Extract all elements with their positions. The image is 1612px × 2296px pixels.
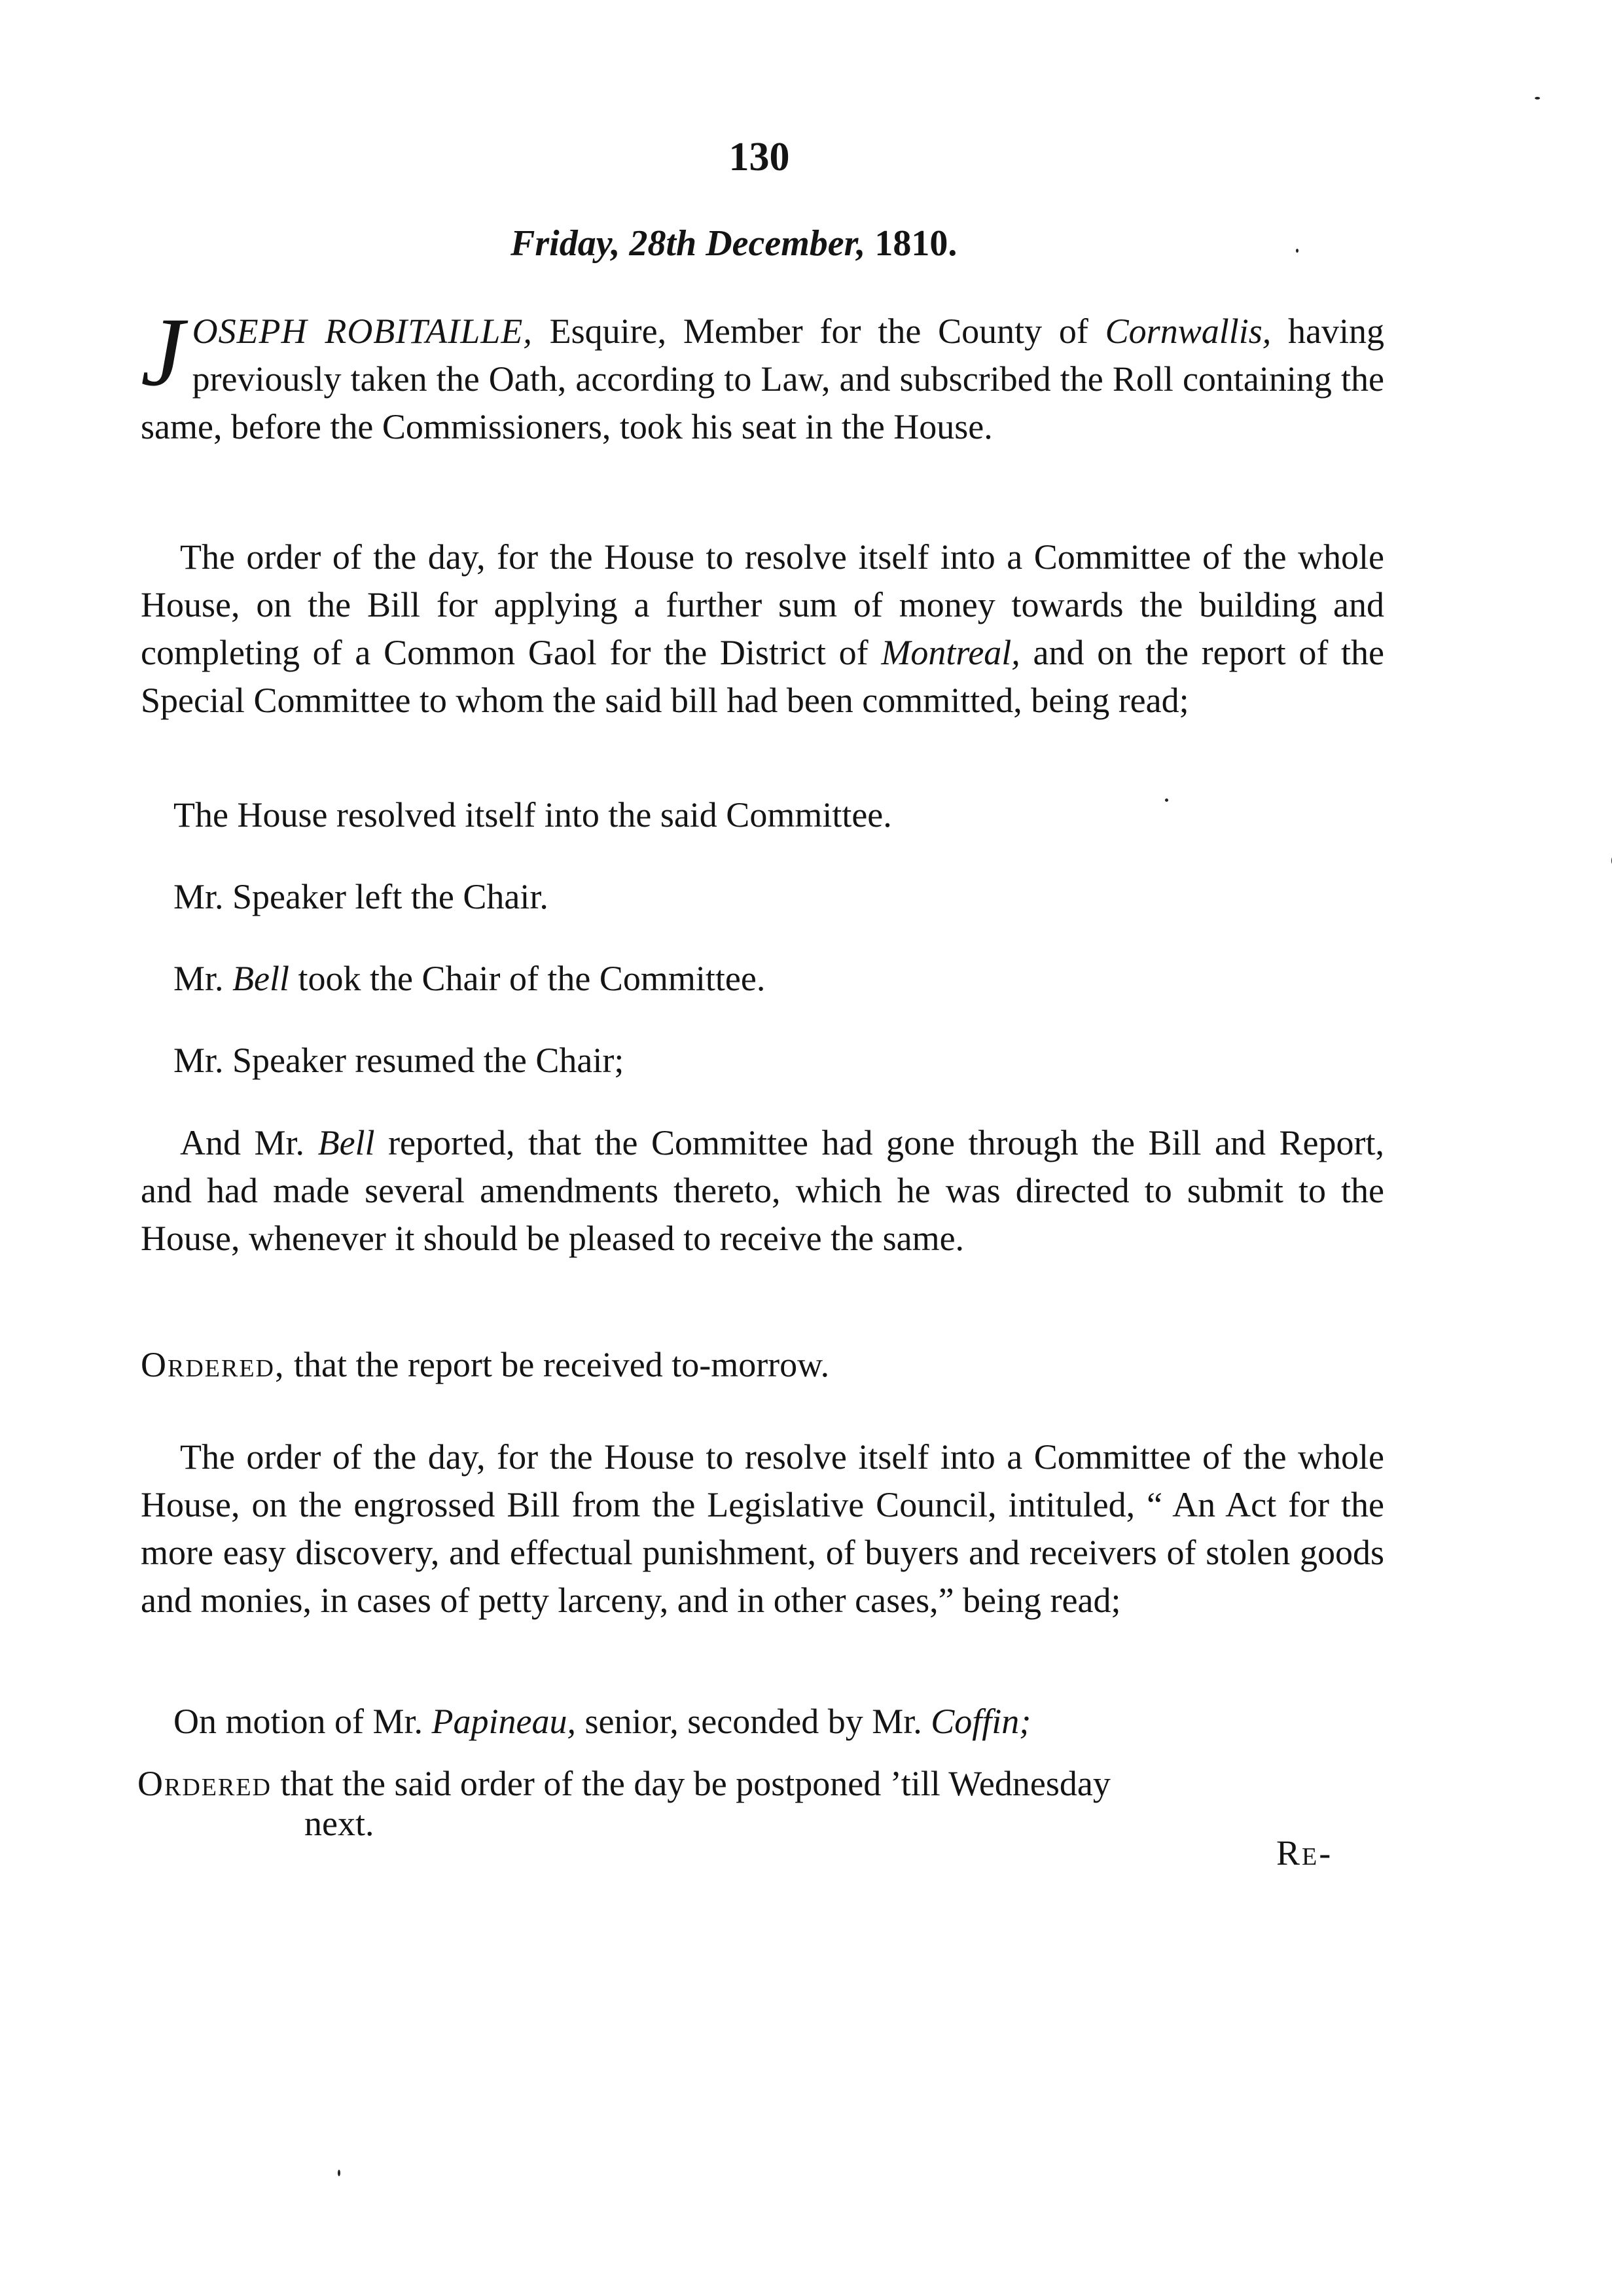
paragraph-bell-report — [141, 1119, 1384, 1263]
seconder-name: Coffin; — [931, 1702, 1031, 1741]
ordered-text-2: that the said order of the day be postponed ’till Wednesday — [272, 1764, 1111, 1803]
bell-report-text-1: And Mr. — [180, 1123, 318, 1162]
print-speck — [1296, 249, 1299, 253]
paragraph-gaol-bill — [141, 533, 1384, 725]
line-speaker-resumed: Mr. Speaker resumed the Chair; — [173, 1041, 624, 1080]
ordered-text-1: that the report be received to-morrow. — [285, 1345, 830, 1384]
print-speck — [1165, 798, 1168, 802]
bell-report-name: Bell — [317, 1123, 375, 1162]
county-name: Cornwallis, — [1105, 312, 1272, 351]
ordered-report-received — [141, 1342, 829, 1388]
drop-cap: J — [141, 298, 185, 406]
bell-took-text-2: took the Chair of the Committee. — [289, 959, 766, 998]
line-house-resolved: The House resolved itself into the said Committee. — [173, 795, 892, 834]
date-year: 1810. — [874, 223, 958, 264]
ordered-next-word: next. — [304, 1804, 374, 1843]
ordered-postponed — [137, 1761, 1111, 1806]
ordered-label-1: Ordered, — [141, 1345, 285, 1384]
line-speaker-left: Mr. Speaker left the Chair. — [173, 877, 548, 916]
print-speck — [338, 2170, 340, 2176]
print-speck — [1535, 97, 1540, 99]
catchword: Re- — [1276, 1833, 1333, 1873]
date-date: 28th December, — [629, 223, 866, 264]
line-bell-took-chair — [173, 956, 765, 1001]
robitaille-text-2: having previously taken the Oath, according to Law, and subscribed the Roll containing the same, before the Commissioners, took his seat in the House. — [141, 312, 1384, 446]
bell-name: Bell — [232, 959, 289, 998]
bell-report-text-2: reported, that the Committee had gone through the Bill and Report, and had made several amendments thereto, which he was directed to submit to the House, whenever it should be pleased to receive the same. — [141, 1123, 1385, 1258]
place-name: Montreal, — [881, 633, 1020, 672]
ordered-label-2: Ordered — [137, 1764, 272, 1803]
motion-text-2: senior, seconded by Mr. — [575, 1702, 931, 1741]
page-number: 130 — [728, 135, 790, 179]
gaol-text-2: and on the report of the Special Committee to whom the said bill had been committed, being read; — [141, 633, 1385, 720]
gaol-text-1: The order of the day, for the House to resolve itself into a Committee of the whole House, on the Bill for applying a further sum of money towards the building and completing of a Common Gaol for the District of — [141, 537, 1384, 672]
date-day: Friday, — [510, 223, 620, 264]
mover-name: Papineau, — [431, 1702, 576, 1741]
paragraph-robitaille — [141, 298, 1384, 451]
date-heading — [510, 223, 1139, 264]
paragraph-stolen-goods: The order of the day, for the House to resolve itself into a Committee of the whole House, on the engrossed Bill from the Legislative Council, intituled, “ An Act for the more easy discovery, and effectual punishment, of buyers and receivers of stolen goods and monies, in cases of petty larceny, and in other cases,” being read; — [141, 1437, 1384, 1620]
robitaille-text-1: Esquire, Member for the County of — [532, 312, 1105, 351]
member-name: OSEPH ROBITAILLE, — [192, 312, 533, 351]
motion-line — [173, 1698, 1031, 1744]
motion-text-1: On motion of Mr. — [173, 1702, 432, 1741]
bell-took-text-1: Mr. — [173, 959, 233, 998]
